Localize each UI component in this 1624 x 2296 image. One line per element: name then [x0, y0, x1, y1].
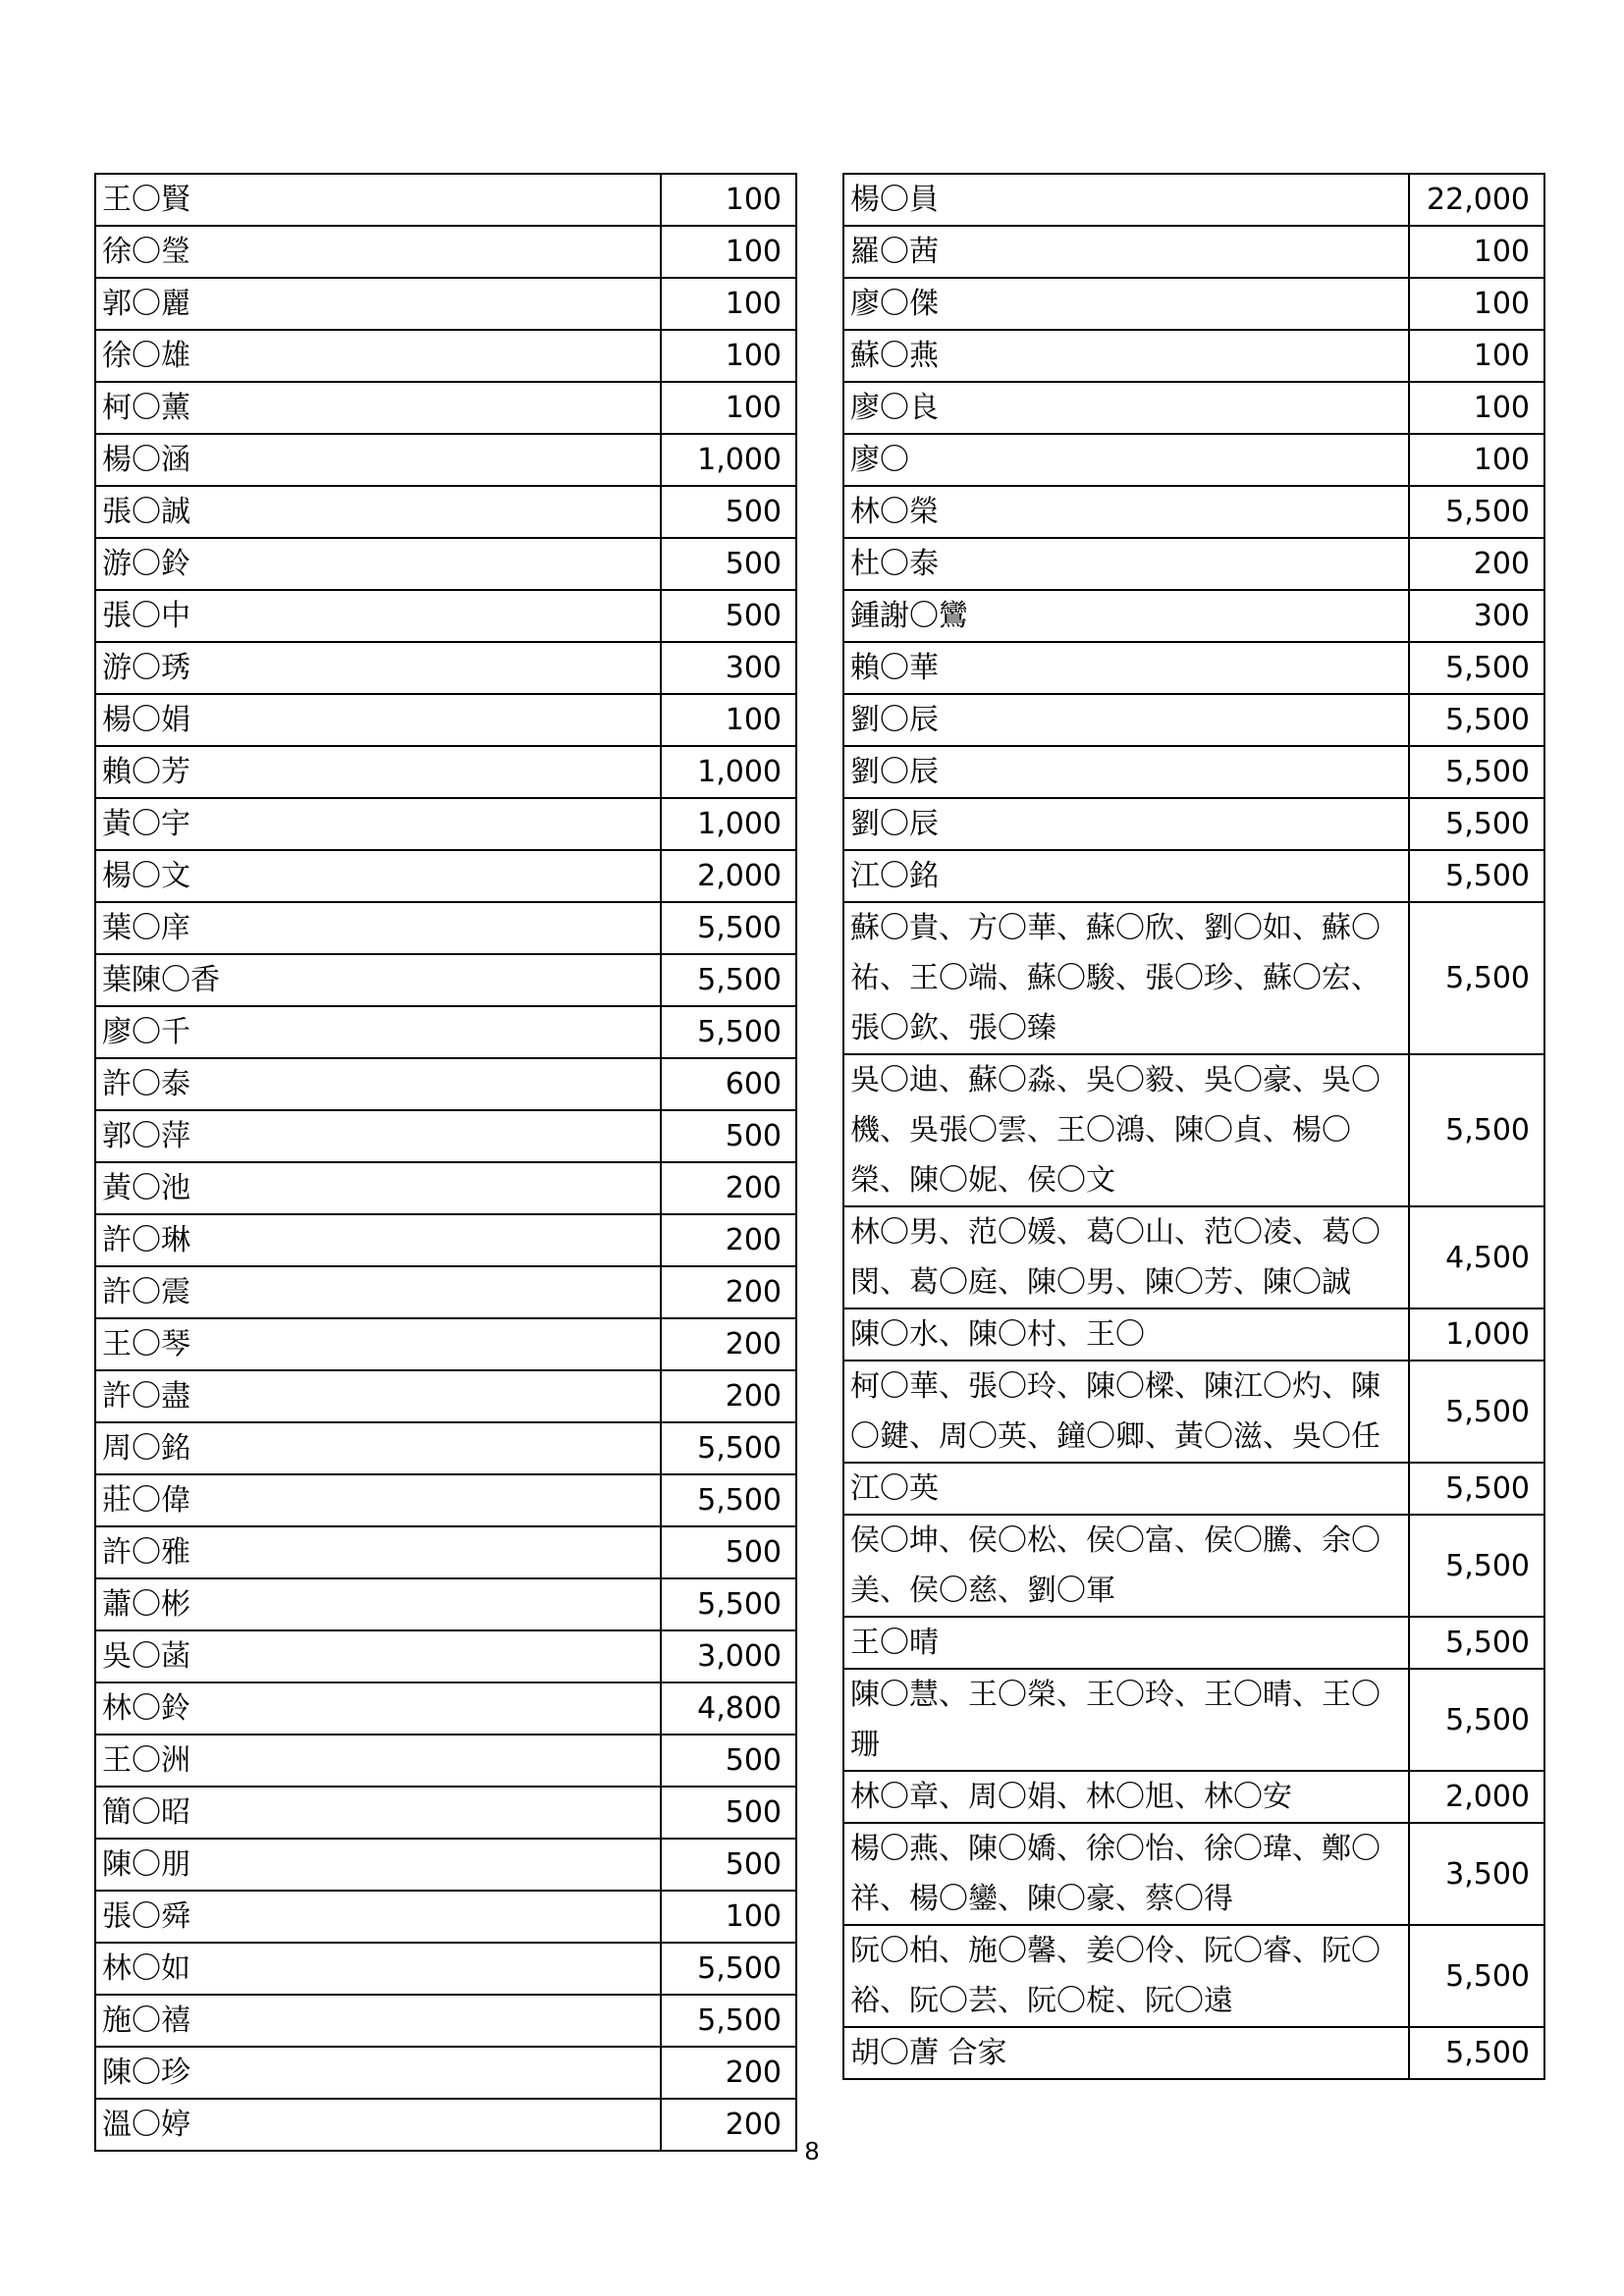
donor-name-cell: 周〇銘 — [95, 1422, 661, 1474]
donor-name-cell: 徐〇瑩 — [95, 226, 661, 278]
table-row — [95, 1214, 796, 1266]
donation-amount-cell: 22,000 — [1409, 174, 1544, 226]
donor-name-cell: 侯〇坤、侯〇松、侯〇富、侯〇騰、余〇美、侯〇慈、劉〇軍 — [843, 1515, 1409, 1617]
donor-name-cell: 廖〇千 — [95, 1006, 661, 1058]
donation-amount-cell: 300 — [661, 642, 796, 694]
donor-name-cell: 劉〇辰 — [843, 798, 1409, 850]
donation-amount-cell: 1,000 — [661, 798, 796, 850]
donor-name-cell: 羅〇茜 — [843, 226, 1409, 278]
table-row — [843, 330, 1544, 382]
table-row — [843, 434, 1544, 486]
donation-amount-cell: 100 — [661, 226, 796, 278]
table-row — [843, 1823, 1544, 1925]
table-row — [95, 1891, 796, 1943]
donor-name-cell: 林〇榮 — [843, 486, 1409, 538]
table-row — [95, 278, 796, 330]
table-row — [843, 798, 1544, 850]
table-row — [843, 174, 1544, 226]
donation-amount-cell: 500 — [661, 486, 796, 538]
donation-amount-cell: 5,500 — [1409, 2027, 1544, 2079]
donation-amount-cell: 4,500 — [1409, 1206, 1544, 1308]
donor-name-cell: 胡〇蓎 合家 — [843, 2027, 1409, 2079]
table-row — [843, 850, 1544, 902]
donor-name-cell: 楊〇涵 — [95, 434, 661, 486]
donor-name-cell: 廖〇 — [843, 434, 1409, 486]
table-row — [843, 486, 1544, 538]
donation-amount-cell: 500 — [661, 1839, 796, 1891]
donor-name-cell: 杜〇泰 — [843, 538, 1409, 590]
table-row — [843, 1054, 1544, 1206]
table-row — [95, 1370, 796, 1422]
table-row — [95, 1110, 796, 1162]
donor-name-cell: 林〇如 — [95, 1943, 661, 1995]
donor-name-cell: 劉〇辰 — [843, 694, 1409, 746]
donation-amount-cell: 100 — [1409, 330, 1544, 382]
table-row — [95, 486, 796, 538]
table-row — [95, 642, 796, 694]
donation-amount-cell: 200 — [661, 1318, 796, 1370]
donor-name-cell: 蘇〇燕 — [843, 330, 1409, 382]
donation-amount-cell: 100 — [661, 382, 796, 434]
donation-amount-cell: 200 — [661, 2047, 796, 2099]
table-row — [843, 1361, 1544, 1463]
donation-amount-cell: 2,000 — [1409, 1771, 1544, 1823]
table-row — [95, 1735, 796, 1787]
table-row — [843, 226, 1544, 278]
donor-name-cell: 賴〇芳 — [95, 746, 661, 798]
table-row — [95, 226, 796, 278]
donation-amount-cell: 5,500 — [1409, 1463, 1544, 1515]
donation-amount-cell: 5,500 — [1409, 850, 1544, 902]
donation-amount-cell: 100 — [661, 330, 796, 382]
donor-name-cell: 施〇禧 — [95, 1995, 661, 2047]
donor-name-cell: 吳〇迪、蘇〇淼、吳〇毅、吳〇豪、吳〇機、吳張〇雲、王〇鴻、陳〇貞、楊〇榮、陳〇妮、侯〇文 — [843, 1054, 1409, 1206]
table-row — [843, 902, 1544, 1054]
table-row — [843, 1515, 1544, 1617]
donor-name-cell: 賴〇華 — [843, 642, 1409, 694]
table-row — [95, 1578, 796, 1630]
donor-name-cell: 林〇鈴 — [95, 1682, 661, 1735]
donor-name-cell: 王〇琴 — [95, 1318, 661, 1370]
donation-amount-cell: 5,500 — [661, 1422, 796, 1474]
donor-name-cell: 莊〇偉 — [95, 1474, 661, 1526]
donor-name-cell: 陳〇朋 — [95, 1839, 661, 1891]
table-row — [843, 1308, 1544, 1361]
table-row — [95, 1162, 796, 1214]
table-row — [95, 1630, 796, 1682]
donation-amount-cell: 200 — [661, 1162, 796, 1214]
table-row — [95, 694, 796, 746]
donor-name-cell: 張〇中 — [95, 590, 661, 642]
donation-amount-cell: 500 — [661, 1110, 796, 1162]
table-row — [843, 538, 1544, 590]
table-row — [95, 1318, 796, 1370]
table-row — [95, 590, 796, 642]
donation-amount-cell: 5,500 — [1409, 1054, 1544, 1206]
table-row — [95, 798, 796, 850]
donation-amount-cell: 100 — [1409, 434, 1544, 486]
donation-amount-cell: 1,000 — [661, 434, 796, 486]
donation-amount-cell: 5,500 — [1409, 798, 1544, 850]
donation-amount-cell: 5,500 — [1409, 1515, 1544, 1617]
donor-name-cell: 林〇男、范〇媛、葛〇山、范〇凌、葛〇閔、葛〇庭、陳〇男、陳〇芳、陳〇誠 — [843, 1206, 1409, 1308]
donor-name-cell: 張〇誠 — [95, 486, 661, 538]
table-row — [95, 902, 796, 954]
table-row — [95, 538, 796, 590]
page-number: 8 — [804, 2136, 820, 2165]
donation-amount-cell: 300 — [1409, 590, 1544, 642]
table-row — [95, 382, 796, 434]
left-donor-table-body — [95, 174, 796, 2151]
table-row — [843, 382, 1544, 434]
donation-amount-cell: 200 — [661, 1266, 796, 1318]
table-row — [95, 434, 796, 486]
donation-amount-cell: 500 — [661, 1787, 796, 1839]
donor-name-cell: 王〇晴 — [843, 1617, 1409, 1669]
donor-name-cell: 楊〇員 — [843, 174, 1409, 226]
donor-name-cell: 許〇震 — [95, 1266, 661, 1318]
donor-name-cell: 廖〇良 — [843, 382, 1409, 434]
donation-amount-cell: 100 — [1409, 278, 1544, 330]
donation-amount-cell: 5,500 — [1409, 1669, 1544, 1771]
table-row — [843, 642, 1544, 694]
donor-name-cell: 黃〇宇 — [95, 798, 661, 850]
table-row — [95, 1526, 796, 1578]
donor-name-cell: 葉陳〇香 — [95, 954, 661, 1006]
donation-amount-cell: 100 — [661, 694, 796, 746]
table-row — [95, 746, 796, 798]
donor-name-cell: 廖〇傑 — [843, 278, 1409, 330]
donor-name-cell: 游〇琇 — [95, 642, 661, 694]
table-row — [95, 2047, 796, 2099]
donation-amount-cell: 5,500 — [1409, 746, 1544, 798]
donor-name-cell: 楊〇燕、陳〇嬌、徐〇怡、徐〇瑋、鄭〇祥、楊〇鑾、陳〇豪、蔡〇得 — [843, 1823, 1409, 1925]
right-donor-table — [842, 173, 1545, 2080]
donation-amount-cell: 500 — [661, 538, 796, 590]
donor-name-cell: 阮〇柏、施〇馨、姜〇伶、阮〇睿、阮〇裕、阮〇芸、阮〇椗、阮〇遠 — [843, 1925, 1409, 2027]
donation-amount-cell: 500 — [661, 590, 796, 642]
table-row — [95, 1787, 796, 1839]
donation-amount-cell: 5,500 — [661, 954, 796, 1006]
donor-name-cell: 江〇銘 — [843, 850, 1409, 902]
right-donor-table-body — [843, 174, 1544, 2079]
table-row — [843, 1206, 1544, 1308]
donor-name-cell: 徐〇雄 — [95, 330, 661, 382]
donation-amount-cell: 5,500 — [661, 1474, 796, 1526]
donor-name-cell: 游〇鈴 — [95, 538, 661, 590]
donation-amount-cell: 500 — [661, 1526, 796, 1578]
donor-name-cell: 林〇章、周〇娟、林〇旭、林〇安 — [843, 1771, 1409, 1823]
donation-amount-cell: 5,500 — [1409, 486, 1544, 538]
table-row — [95, 1682, 796, 1735]
donor-name-cell: 郭〇萍 — [95, 1110, 661, 1162]
table-row — [95, 1422, 796, 1474]
donor-name-cell: 張〇舜 — [95, 1891, 661, 1943]
donation-amount-cell: 5,500 — [1409, 902, 1544, 1054]
table-row — [843, 2027, 1544, 2079]
table-row — [95, 1839, 796, 1891]
donor-name-cell: 許〇雅 — [95, 1526, 661, 1578]
donation-amount-cell: 500 — [661, 1735, 796, 1787]
donor-name-cell: 王〇賢 — [95, 174, 661, 226]
table-row — [843, 1669, 1544, 1771]
table-row — [843, 1771, 1544, 1823]
donor-name-cell: 許〇泰 — [95, 1058, 661, 1110]
donor-name-cell: 蘇〇貴、方〇華、蘇〇欣、劉〇如、蘇〇祐、王〇端、蘇〇駿、張〇珍、蘇〇宏、張〇欽、張〇臻 — [843, 902, 1409, 1054]
donation-amount-cell: 5,500 — [661, 1006, 796, 1058]
donor-name-cell: 陳〇慧、王〇榮、王〇玲、王〇晴、王〇珊 — [843, 1669, 1409, 1771]
donor-name-cell: 黃〇池 — [95, 1162, 661, 1214]
donation-amount-cell: 100 — [661, 278, 796, 330]
donation-amount-cell: 100 — [1409, 226, 1544, 278]
donation-amount-cell: 2,000 — [661, 850, 796, 902]
left-donor-table — [94, 173, 797, 2152]
donation-amount-cell: 200 — [1409, 538, 1544, 590]
donor-name-cell: 吳〇菡 — [95, 1630, 661, 1682]
table-row — [95, 1943, 796, 1995]
donation-amount-cell: 5,500 — [661, 1995, 796, 2047]
donation-amount-cell: 200 — [661, 1370, 796, 1422]
table-row — [843, 694, 1544, 746]
table-row — [95, 954, 796, 1006]
donation-amount-cell: 3,000 — [661, 1630, 796, 1682]
table-row — [95, 1266, 796, 1318]
donation-amount-cell: 5,500 — [1409, 1925, 1544, 2027]
donor-name-cell: 葉〇庠 — [95, 902, 661, 954]
table-row — [95, 850, 796, 902]
donor-name-cell: 陳〇珍 — [95, 2047, 661, 2099]
donation-amount-cell: 5,500 — [661, 1578, 796, 1630]
donation-amount-cell: 200 — [661, 2099, 796, 2151]
donor-name-cell: 柯〇薰 — [95, 382, 661, 434]
donor-name-cell: 蕭〇彬 — [95, 1578, 661, 1630]
donation-amount-cell: 3,500 — [1409, 1823, 1544, 1925]
donation-amount-cell: 600 — [661, 1058, 796, 1110]
table-row — [843, 1617, 1544, 1669]
table-row — [95, 1995, 796, 2047]
donor-name-cell: 許〇琳 — [95, 1214, 661, 1266]
donation-amount-cell: 1,000 — [661, 746, 796, 798]
table-row — [843, 746, 1544, 798]
donor-name-cell: 許〇盡 — [95, 1370, 661, 1422]
table-row — [843, 278, 1544, 330]
donation-amount-cell: 5,500 — [1409, 1361, 1544, 1463]
donation-amount-cell: 5,500 — [1409, 1617, 1544, 1669]
donor-name-cell: 簡〇昭 — [95, 1787, 661, 1839]
table-row — [95, 1474, 796, 1526]
donor-name-cell: 江〇英 — [843, 1463, 1409, 1515]
table-row — [843, 1463, 1544, 1515]
donor-name-cell: 柯〇華、張〇玲、陳〇樑、陳江〇灼、陳〇鍵、周〇英、鐘〇卿、黃〇滋、吳〇任 — [843, 1361, 1409, 1463]
donation-amount-cell: 5,500 — [1409, 642, 1544, 694]
table-row — [95, 330, 796, 382]
donor-name-cell: 鍾謝〇鸞 — [843, 590, 1409, 642]
donation-amount-cell: 100 — [661, 174, 796, 226]
donor-name-cell: 陳〇水、陳〇村、王〇 — [843, 1308, 1409, 1361]
donation-amount-cell: 1,000 — [1409, 1308, 1544, 1361]
donor-name-cell: 王〇洲 — [95, 1735, 661, 1787]
donation-amount-cell: 100 — [1409, 382, 1544, 434]
donation-amount-cell: 200 — [661, 1214, 796, 1266]
table-row — [843, 1925, 1544, 2027]
table-row — [843, 590, 1544, 642]
donor-name-cell: 劉〇辰 — [843, 746, 1409, 798]
donor-name-cell: 郭〇麗 — [95, 278, 661, 330]
donation-amount-cell: 5,500 — [1409, 694, 1544, 746]
donor-name-cell: 溫〇婷 — [95, 2099, 661, 2151]
donor-name-cell: 楊〇娟 — [95, 694, 661, 746]
donation-amount-cell: 5,500 — [661, 1943, 796, 1995]
donation-amount-cell: 100 — [661, 1891, 796, 1943]
donor-name-cell: 楊〇文 — [95, 850, 661, 902]
table-row — [95, 1006, 796, 1058]
table-row — [95, 174, 796, 226]
donation-amount-cell: 4,800 — [661, 1682, 796, 1735]
donation-amount-cell: 5,500 — [661, 902, 796, 954]
table-row — [95, 1058, 796, 1110]
